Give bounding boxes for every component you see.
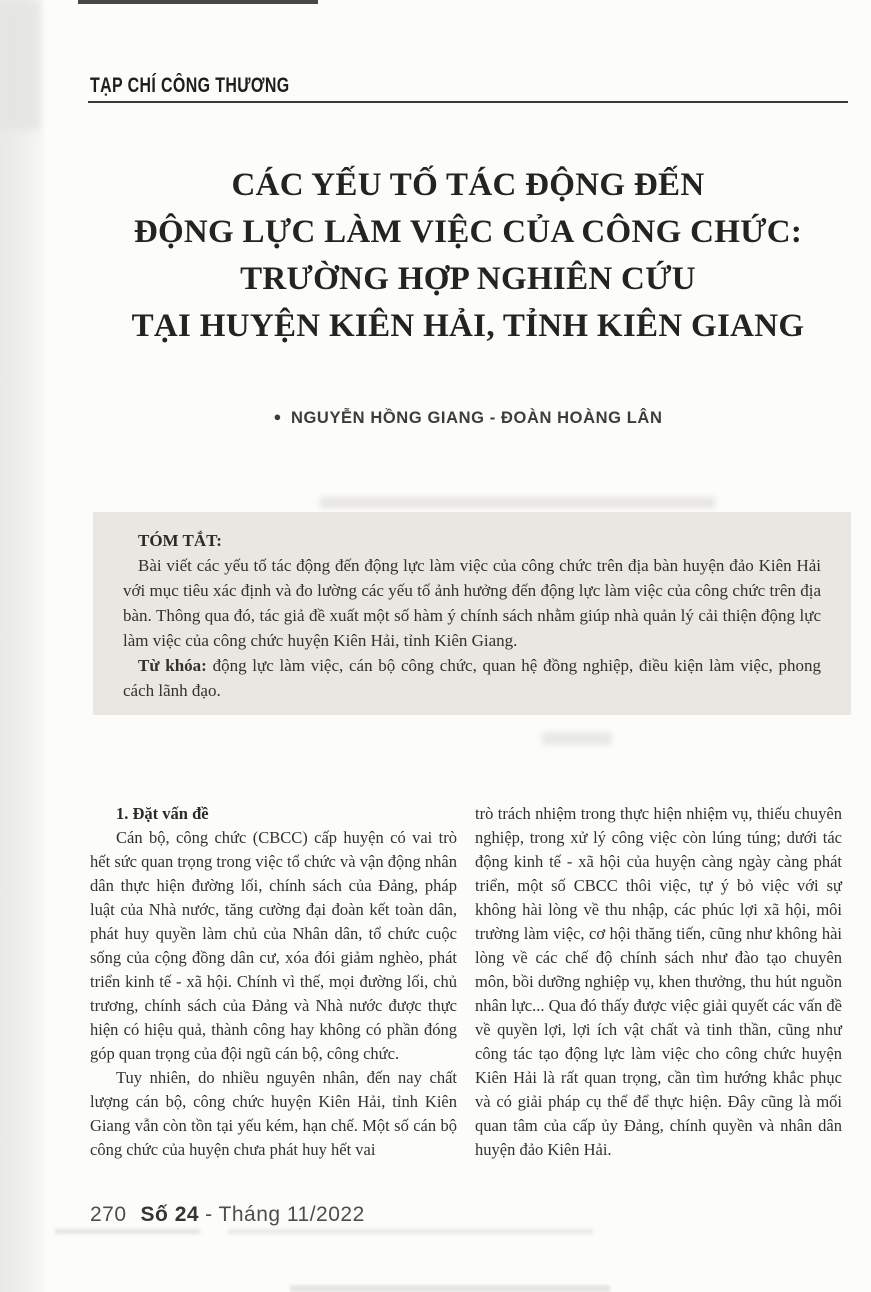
abstract-keywords (123, 653, 821, 703)
scan-bleedthrough-text-left (55, 1229, 200, 1234)
left-column-paragraph-1: Cán bộ, công chức (CBCC) cấp huyện có vai trò hết sức quan trọng trong việc tổ chức và vận động nhân dân thực hiện đường lối, chính sách của Đảng, pháp luật của Nhà nước, tăng cường đại đoàn kết toàn dân, phát huy quyền làm chủ của Nhân dân, tổ chức cuộc sống của cộng đồng dân cư, xóa đói giảm nghèo, phát triển kinh tế - xã hội. Chính vì thế, mọi đường lối, chủ trương, chính sách của Đảng và Nhà nước được thực hiện có hiệu quả, thành công hay không có phần đóng góp quan trọng của đội ngũ cán bộ, công chức. (90, 828, 457, 1063)
scan-smudge-above-abstract (320, 497, 715, 508)
page-footer (90, 1203, 365, 1227)
authors-line (98, 409, 838, 428)
article-title-line-2: ĐỘNG LỰC LÀM VIỆC CỦA CÔNG CHỨC: (133, 214, 803, 250)
journal-masthead: TẠP CHÍ CÔNG THƯƠNG (90, 74, 290, 97)
left-column-paragraph-2: Tuy nhiên, do nhiều nguyên nhân, đến nay chất lượng cán bộ, công chức huyện Kiên Hải, tỉnh Kiên Giang vẫn còn tồn tại yếu kém, hạn chế. Một số cán bộ công chức của huyện chưa phát huy hết vai (90, 1068, 457, 1159)
scan-corner-shade (0, 0, 40, 130)
section-1-heading: 1. Đặt vấn đề (116, 804, 209, 823)
masthead-rule (88, 101, 848, 103)
keywords-label: Từ khóa: (138, 656, 207, 675)
article-title-line-3: TRƯỜNG HỢP NGHIÊN CỨU (240, 261, 696, 297)
body-column-left (90, 802, 457, 1162)
scan-artifact-top-strip (78, 0, 318, 4)
abstract-body: Bài viết các yếu tố tác động đến động lực làm việc của công chức trên địa bàn huyện đảo Kiên Hải với mục tiêu xác định và đo lường các yếu tố ảnh hưởng đến động lực làm việc của công chức trên địa bàn. Thông qua đó, tác giả đề xuất một số hàm ý chính sách nhằm giúp nhà quản lý cải thiện động lực làm việc của công chức huyện Kiên Hải, tỉnh Kiên Giang. (123, 556, 821, 650)
abstract-box (93, 512, 851, 715)
issue-label: Số 24 (140, 1203, 200, 1226)
article-body (90, 802, 842, 1162)
author-names: NGUYỄN HỒNG GIANG - ĐOÀN HOÀNG LÂN (290, 409, 663, 427)
scan-bleedthrough-text-right (228, 1229, 593, 1234)
right-column-paragraph: trò trách nhiệm trong thực hiện nhiệm vụ, thiếu chuyên nghiệp, trong xử lý công việc còn lúng túng; dưới tác động kinh tế - xã hội của huyện càng ngày càng phát triển, một số CBCC thôi việc, tự ý bỏ việc với sự không hài lòng về thu nhập, các phúc lợi xã hội, môi trường làm việc, cơ hội thăng tiến, cũng như không hài lòng về các chế độ chính sách như đào tạo chuyên môn, bồi dưỡng nghiệp vụ, khen thưởng, thu hút nguồn nhân lực... Qua đó thấy được việc giải quyết các vấn đề về quyền lợi, lợi ích vật chất và tinh thần, cũng như công tác tạo động lực làm việc cho công chức huyện Kiên Hải là rất quan trọng, cần tìm hướng khắc phục và có giải pháp cụ thể để thực hiện. Đây cũng là mối quan tâm của cấp ủy Đảng, chính quyền và nhân dân huyện đảo Kiên Hải. (475, 804, 842, 1159)
author-bullet-icon: ● (273, 409, 282, 424)
scan-left-edge-shadow (0, 0, 44, 1292)
issue-date: - Tháng 11/2022 (205, 1203, 365, 1226)
scan-artifact-bottom-strip (290, 1285, 610, 1292)
article-title (98, 162, 838, 350)
keywords-text: động lực làm việc, cán bộ công chức, quan hệ đồng nghiệp, điều kiện làm việc, phong cách lãnh đạo. (123, 656, 821, 700)
article-title-line-4: TẠI HUYỆN KIÊN HẢI, TỈNH KIÊN GIANG (131, 308, 805, 344)
page-number: 270 (90, 1203, 127, 1226)
body-column-right (475, 802, 842, 1162)
article-title-line-1: CÁC YẾU TỐ TÁC ĐỘNG ĐẾN (231, 167, 705, 203)
abstract-heading: TÓM TẮT: (138, 531, 222, 550)
scan-smudge-below-abstract (542, 732, 612, 745)
